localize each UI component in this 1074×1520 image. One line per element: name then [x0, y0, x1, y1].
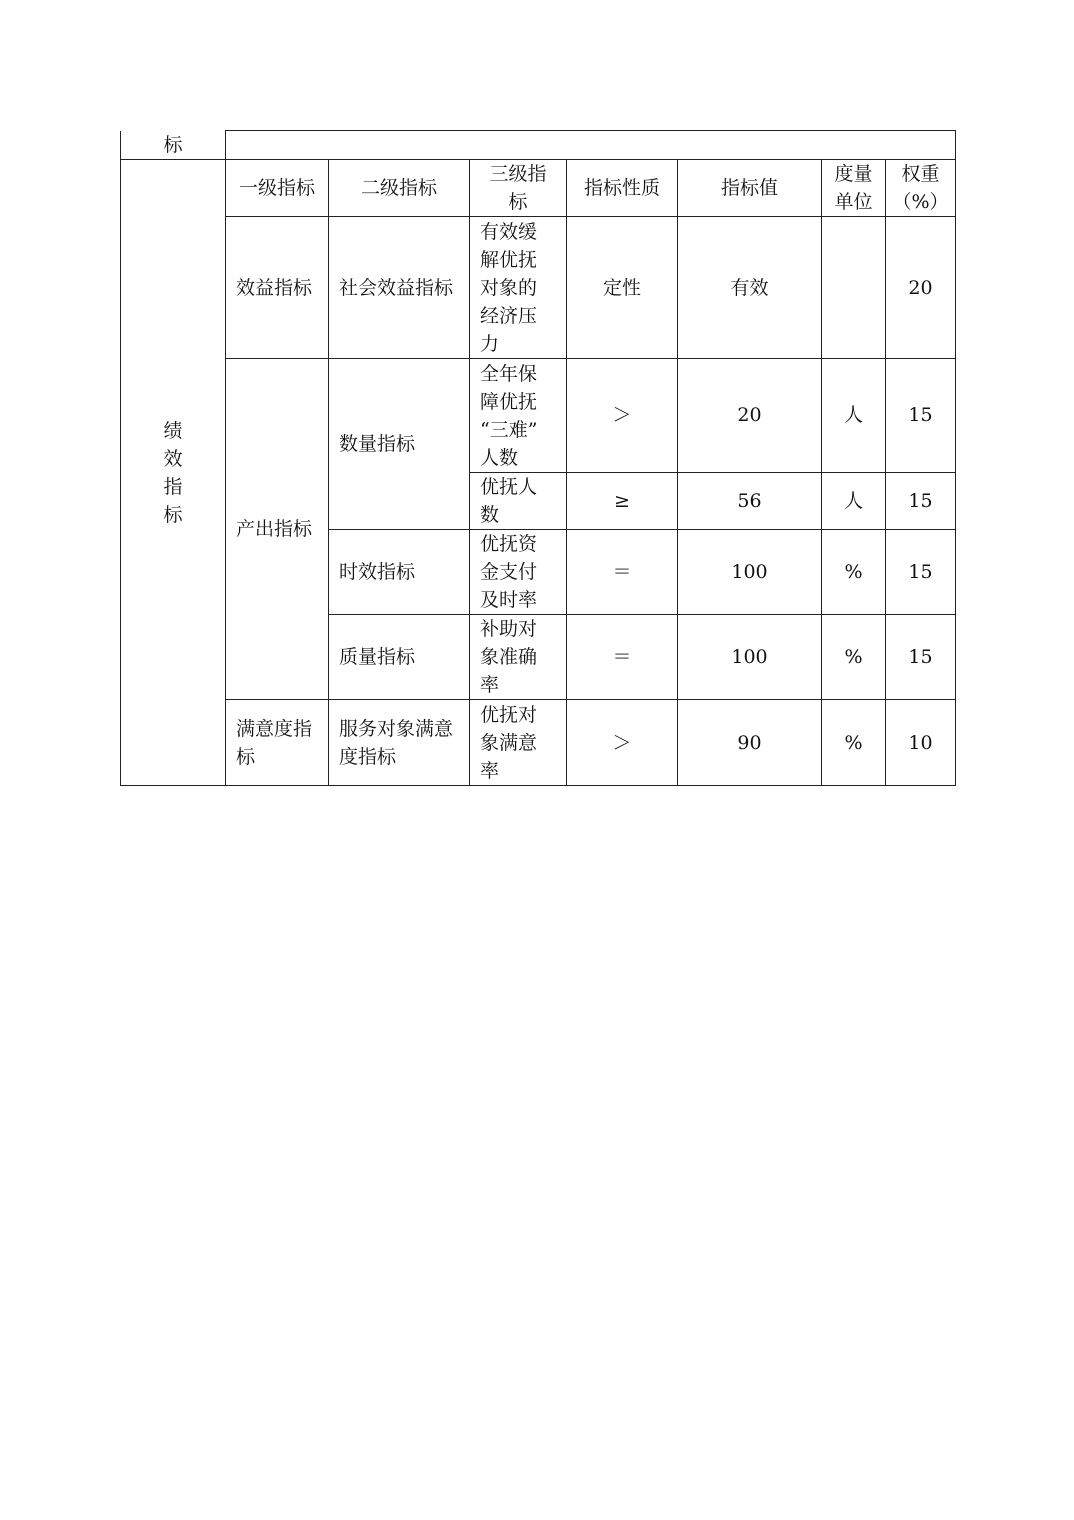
value-cell: 100	[678, 530, 822, 615]
unit-cell: 人	[822, 359, 886, 473]
header-nature: 指标性质	[567, 160, 678, 217]
table-row	[121, 217, 956, 359]
nature-cell: ≥	[567, 473, 678, 530]
top-empty-cell	[226, 131, 956, 160]
level3-cell: 优抚对 象满意 率	[470, 700, 567, 786]
value-cell: 100	[678, 615, 822, 700]
level3-cell: 优抚资 金支付 及时率	[470, 530, 567, 615]
header-unit: 度量 单位	[822, 160, 886, 217]
level3-cell: 有效缓 解优抚 对象的 经济压 力	[470, 217, 567, 359]
value-cell: 56	[678, 473, 822, 530]
unit-cell	[822, 217, 886, 359]
unit-cell: 人	[822, 473, 886, 530]
top-left-label-cell: 标	[121, 131, 226, 160]
group-output: 产出指标	[226, 359, 329, 700]
header-level2: 二级指标	[329, 160, 470, 217]
group-benefit: 效益指标	[226, 217, 329, 359]
weight-cell: 15	[886, 359, 956, 473]
group-satisfaction: 满意度指 标	[226, 700, 329, 786]
value-cell: 90	[678, 700, 822, 786]
side-label-performance	[121, 160, 226, 786]
header-weight: 权重 （%）	[886, 160, 956, 217]
level3-cell: 全年保 障优抚 “三难” 人数	[470, 359, 567, 473]
nature-cell: 定性	[567, 217, 678, 359]
nature-cell: ＝	[567, 615, 678, 700]
unit-cell: %	[822, 615, 886, 700]
level3-cell: 优抚人 数	[470, 473, 567, 530]
table-row	[121, 700, 956, 786]
value-cell: 20	[678, 359, 822, 473]
weight-cell: 15	[886, 615, 956, 700]
level2-cell: 质量指标	[329, 615, 470, 700]
table-row	[121, 359, 956, 473]
level2-cell: 数量指标	[329, 359, 470, 530]
header-level1: 一级指标	[226, 160, 329, 217]
value-cell: 有效	[678, 217, 822, 359]
header-value: 指标值	[678, 160, 822, 217]
weight-cell: 15	[886, 473, 956, 530]
level2-cell: 时效指标	[329, 530, 470, 615]
nature-cell: ＞	[567, 700, 678, 786]
unit-cell: %	[822, 700, 886, 786]
performance-indicator-table	[120, 130, 956, 786]
weight-cell: 10	[886, 700, 956, 786]
nature-cell: ＝	[567, 530, 678, 615]
level2-cell: 服务对象满意 度指标	[329, 700, 470, 786]
weight-cell: 20	[886, 217, 956, 359]
nature-cell: ＞	[567, 359, 678, 473]
level3-cell: 补助对 象准确 率	[470, 615, 567, 700]
unit-cell: %	[822, 530, 886, 615]
weight-cell: 15	[886, 530, 956, 615]
level2-cell: 社会效益指标	[329, 217, 470, 359]
side-label-stack: 绩 效 指 标	[163, 419, 183, 526]
header-level3: 三级指 标	[470, 160, 567, 217]
